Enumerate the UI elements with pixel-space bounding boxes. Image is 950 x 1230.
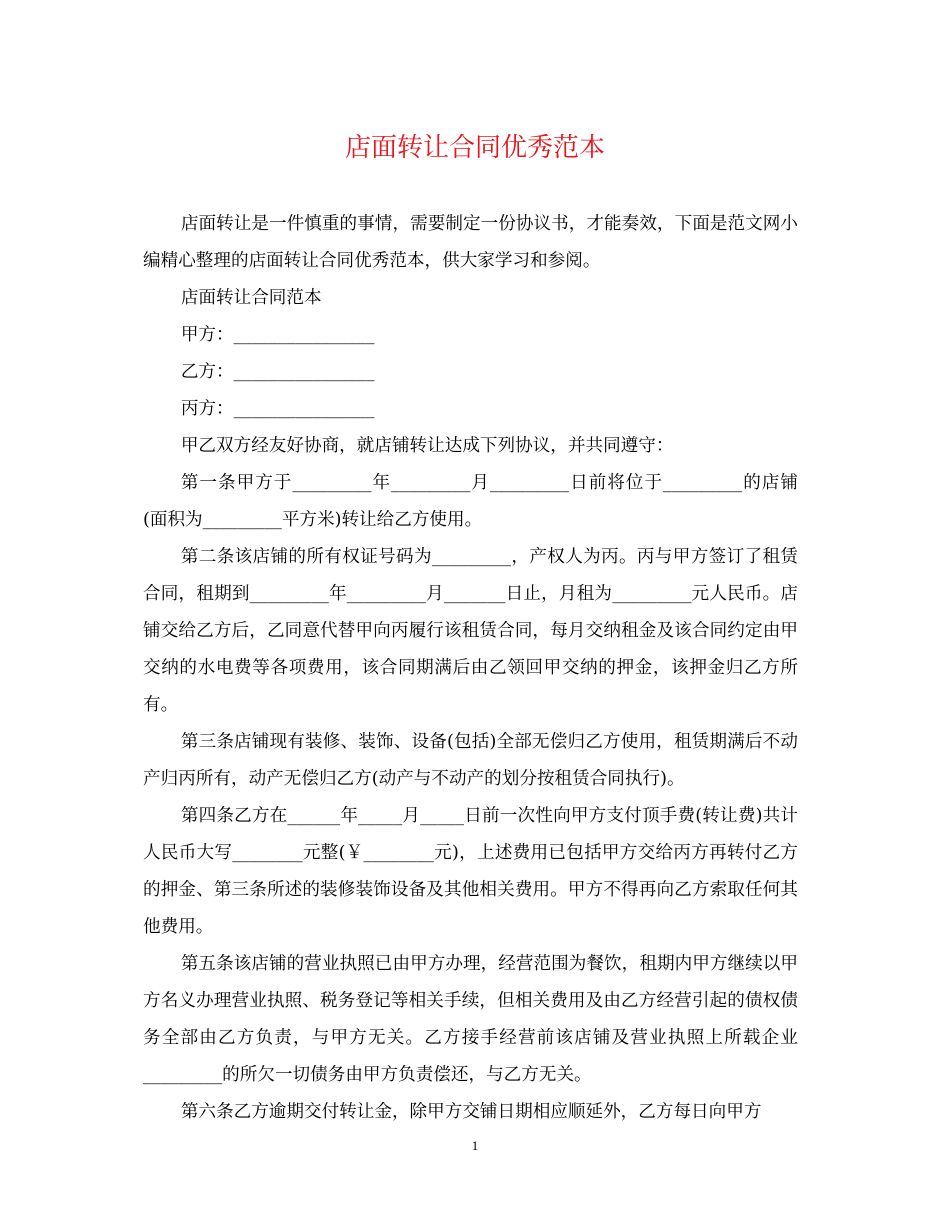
article-1: 第一条甲方于_________年_________月_________日前将位于_________的店铺(面积为_________平方米)转让给乙方使用。 [143, 473, 798, 530]
intro-paragraph: 店面转让是一件慎重的事情，需要制定一份协议书，才能奏效，下面是范文网小编精心整理的店面转让合同优秀范本，供大家学习和参阅。 [143, 214, 798, 271]
contract-heading: 店面转让合同范本 [180, 288, 322, 308]
document-body [143, 206, 798, 1131]
article-5: 第五条该店铺的营业执照已由甲方办理，经营范围为餐饮，租期内甲方继续以甲方名义办理营业执照、税务登记等相关手续，但相关费用及由乙方经营引起的债权债务全部由乙方负责，与甲方无关。乙方接手经营前该店铺及营业执照上所载企业_________的所欠一切债务由甲方负责偿还，与乙方无关。 [143, 954, 798, 1085]
party-a-line: 甲方：________________ [180, 325, 375, 345]
article-2: 第二条该店铺的所有权证号码为_________，产权人为丙。丙与甲方签订了租赁合同，租期到_________年_________月_______日止，月租为_________元人民币。店铺交给乙方后，乙同意代替甲向丙履行该租赁合同，每月交纳租金及该合同约定由甲交纳的水电费等各项费用，该合同期满后由乙领回甲交纳的押金，该押金归乙方所有。 [143, 547, 798, 715]
article-3: 第三条店铺现有装修、装饰、设备(包括)全部无偿归乙方使用，租赁期满后不动产归丙所有，动产无偿归乙方(动产与不动产的划分按租赁合同执行)。 [143, 732, 798, 789]
party-b-line: 乙方：________________ [180, 362, 375, 382]
article-6: 第六条乙方逾期交付转让金，除甲方交铺日期相应顺延外，乙方每日向甲方 [180, 1102, 762, 1122]
document-title: 店面转让合同优秀范本 [344, 133, 605, 163]
agreement-preamble: 甲乙双方经友好协商，就店铺转让达成下列协议，并共同遵守： [180, 436, 674, 456]
party-c-line: 丙方：________________ [180, 399, 375, 419]
article-4: 第四条乙方在______年_____月_____日前一次性向甲方支付顶手费(转让费)共计人民币大写________元整(￥________元)，上述费用已包括甲方交给丙方再转付乙方的押金、第三条所述的装修装饰设备及其他相关费用。甲方不得再向乙方索取任何其他费用。 [143, 806, 798, 937]
page-number: 1 [471, 1138, 479, 1153]
